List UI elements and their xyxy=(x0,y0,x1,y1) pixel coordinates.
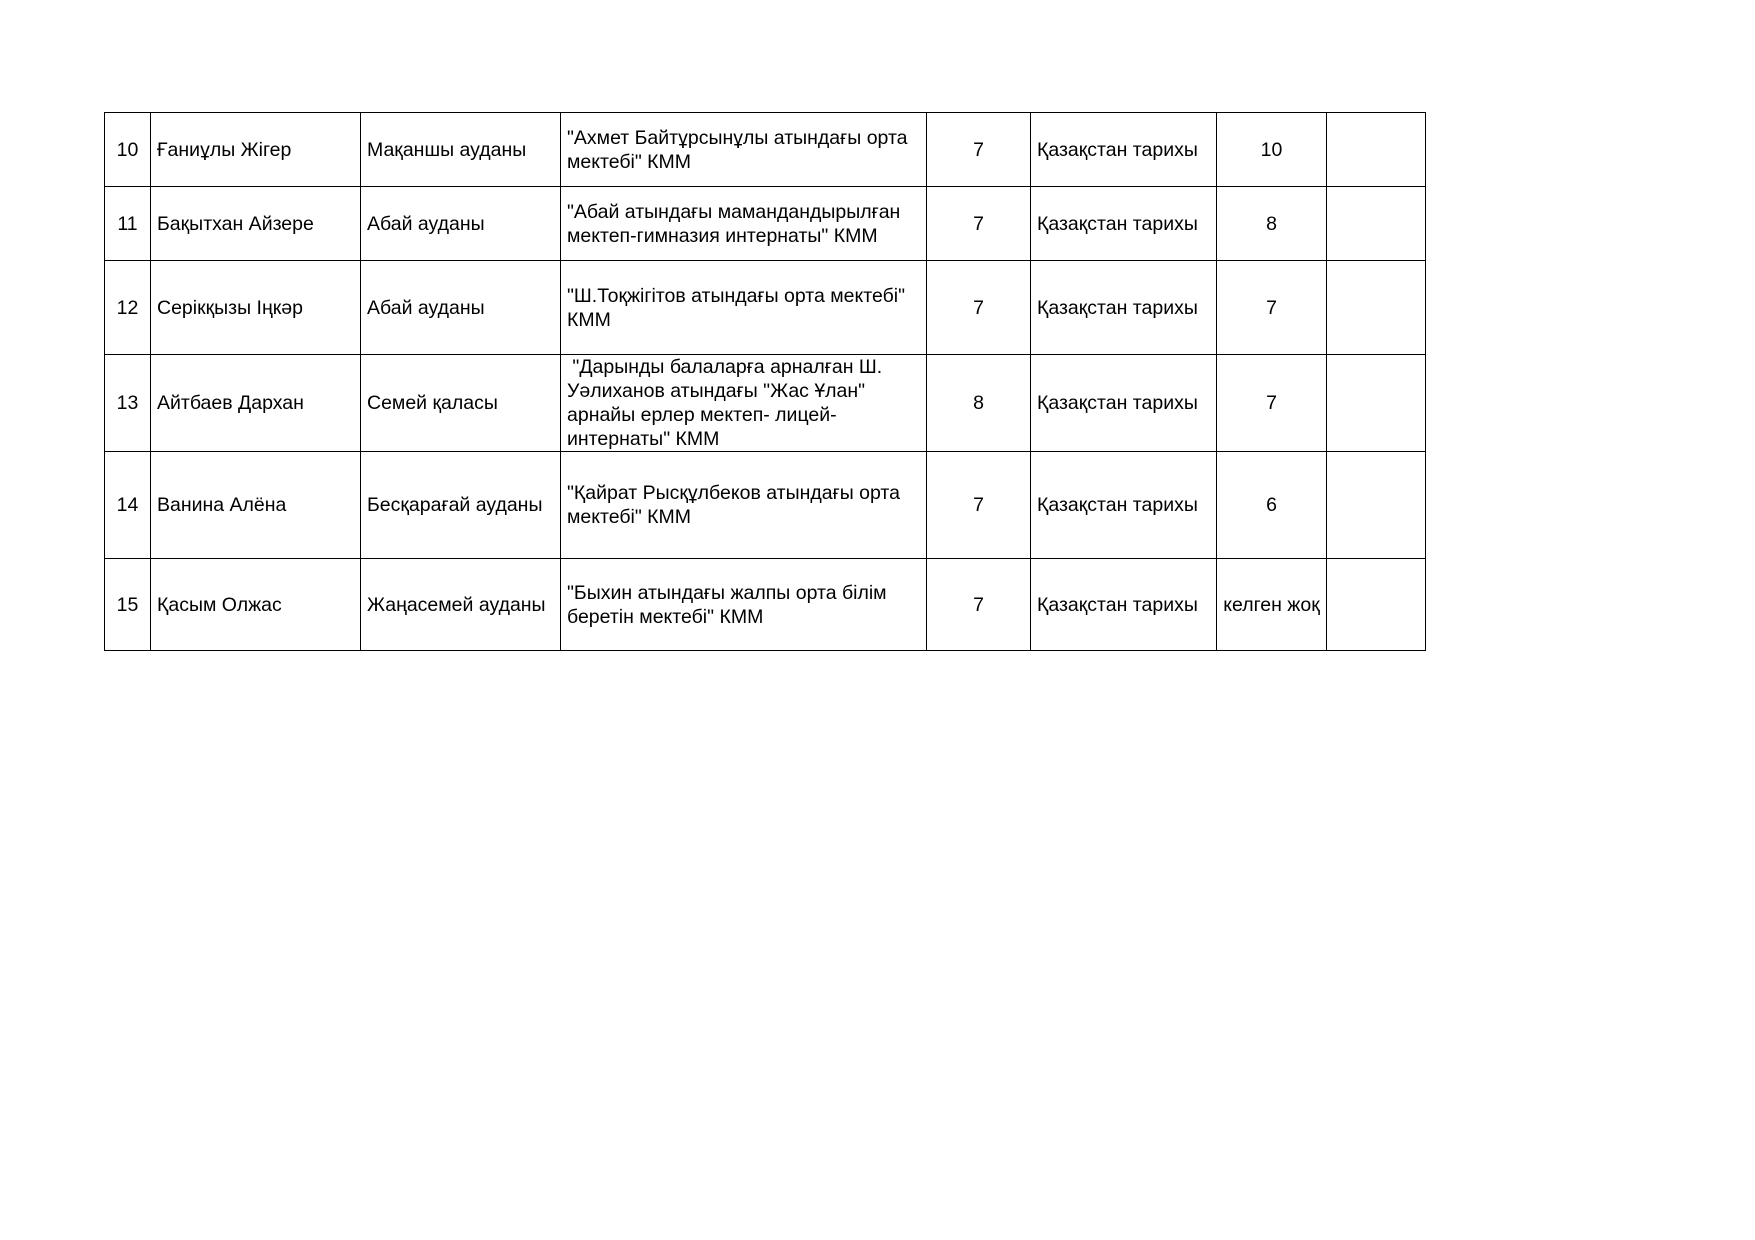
district: Абай ауданы xyxy=(361,187,561,261)
subject: Қазақстан тарихы xyxy=(1031,355,1217,452)
table-row xyxy=(105,559,1426,651)
student-name: Айтбаев Дархан xyxy=(151,355,361,452)
row-number: 10 xyxy=(105,113,151,187)
place xyxy=(1327,559,1426,651)
score: 8 xyxy=(1217,187,1327,261)
place xyxy=(1327,452,1426,559)
score: 6 xyxy=(1217,452,1327,559)
school: "Ш.Тоқжігітов атындағы орта мектебі" КММ xyxy=(561,261,927,355)
place xyxy=(1327,187,1426,261)
district: Жаңасемей ауданы xyxy=(361,559,561,651)
subject: Қазақстан тарихы xyxy=(1031,261,1217,355)
student-name: Бақытхан Айзере xyxy=(151,187,361,261)
district: Абай ауданы xyxy=(361,261,561,355)
grade: 7 xyxy=(927,261,1031,355)
row-number: 14 xyxy=(105,452,151,559)
student-name: Ванина Алёна xyxy=(151,452,361,559)
row-number: 11 xyxy=(105,187,151,261)
school: "Абай атындағы мамандандырылған мектеп-гимназия интернаты" КММ xyxy=(561,187,927,261)
subject: Қазақстан тарихы xyxy=(1031,452,1217,559)
district: Мақаншы ауданы xyxy=(361,113,561,187)
table-row xyxy=(105,187,1426,261)
subject: Қазақстан тарихы xyxy=(1031,187,1217,261)
row-number: 12 xyxy=(105,261,151,355)
table-row xyxy=(105,261,1426,355)
subject: Қазақстан тарихы xyxy=(1031,113,1217,187)
row-number: 15 xyxy=(105,559,151,651)
table-row xyxy=(105,452,1426,559)
grade: 7 xyxy=(927,113,1031,187)
subject: Қазақстан тарихы xyxy=(1031,559,1217,651)
district: Бесқарағай ауданы xyxy=(361,452,561,559)
student-name: Қасым Олжас xyxy=(151,559,361,651)
grade: 8 xyxy=(927,355,1031,452)
school: "Быхин атындағы жалпы орта білім беретін мектебі" КММ xyxy=(561,559,927,651)
score: 7 xyxy=(1217,261,1327,355)
table-row xyxy=(105,113,1426,187)
place xyxy=(1327,113,1426,187)
grade: 7 xyxy=(927,452,1031,559)
score: 10 xyxy=(1217,113,1327,187)
place xyxy=(1327,261,1426,355)
score: 7 xyxy=(1217,355,1327,452)
row-number: 13 xyxy=(105,355,151,452)
student-name: Ғаниұлы Жігер xyxy=(151,113,361,187)
place xyxy=(1327,355,1426,452)
district: Семей қаласы xyxy=(361,355,561,452)
school: "Дарынды балаларға арналған Ш. Уәлиханов атындағы "Жас Ұлан" арнайы ерлер мектеп- лицей-интернаты" КММ xyxy=(561,355,927,452)
score: келген жоқ xyxy=(1217,559,1327,651)
table-row xyxy=(105,355,1426,452)
school: "Ахмет Байтұрсынұлы атындағы орта мектебі" КММ xyxy=(561,113,927,187)
grade: 7 xyxy=(927,559,1031,651)
results-table xyxy=(104,112,1426,651)
student-name: Серікқызы Іңкәр xyxy=(151,261,361,355)
grade: 7 xyxy=(927,187,1031,261)
school: "Қайрат Рысқұлбеков атындағы орта мектебі" КММ xyxy=(561,452,927,559)
